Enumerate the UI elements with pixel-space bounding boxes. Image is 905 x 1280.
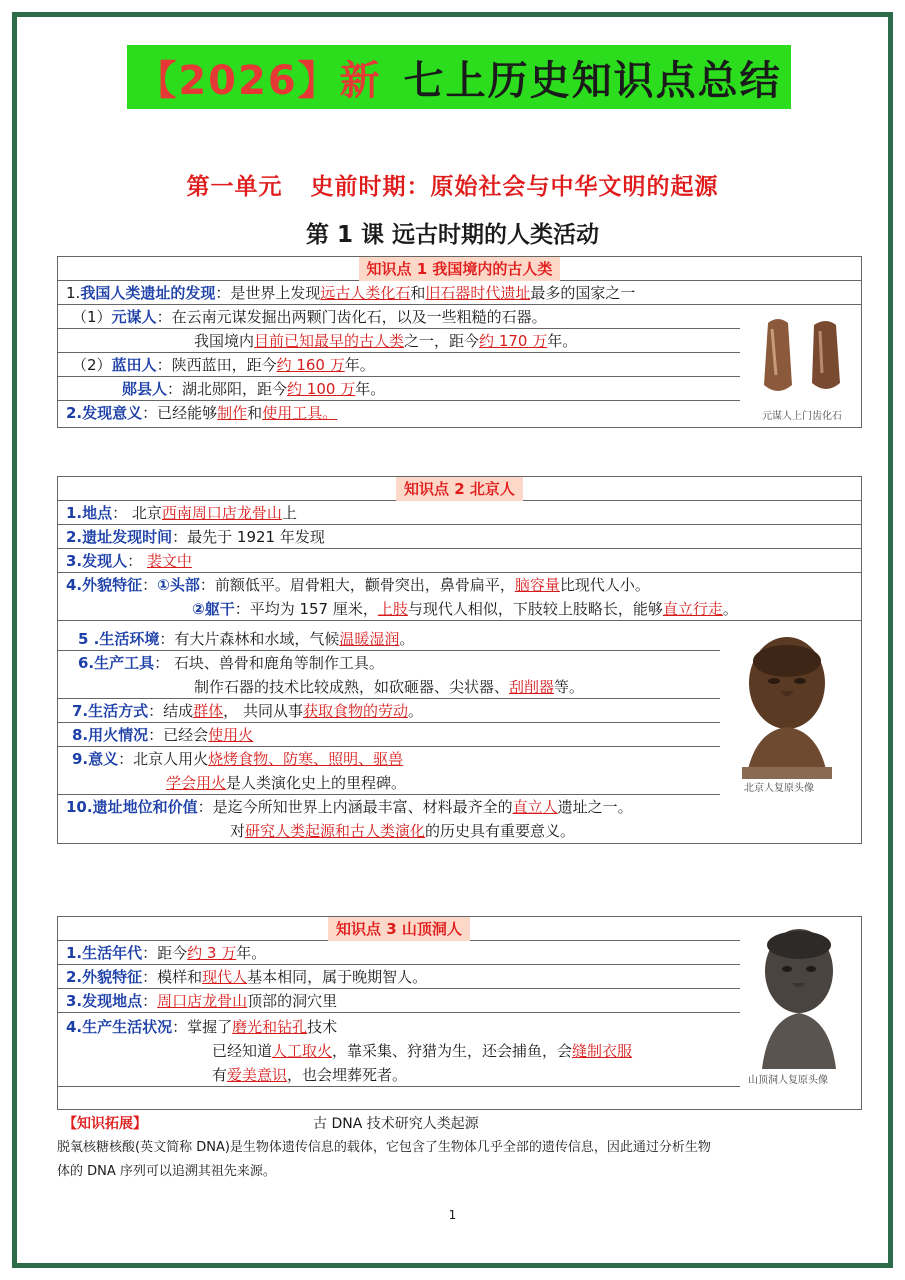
- title-main: 七上历史知识点总结: [403, 57, 782, 104]
- kp1-line1: 1.我国人类遗址的发现：是世界上发现远古人类化石和旧石器时代遗址最多的国家之一: [58, 281, 861, 305]
- kp3-box: [57, 916, 862, 1110]
- kp2-line7: 6.生产工具： 石块、兽骨和鹿角等制作工具。: [78, 654, 384, 672]
- ext-body-line1: 脱氧核糖核酸(英文简称 DNA)是生物体遗传信息的载体，它包含了生物体几乎全部的遗传信息，因此通过分析生物: [57, 1140, 711, 1155]
- ext-body-line2: 体的 DNA 序列可以追溯其祖先来源。: [57, 1164, 276, 1179]
- kp1-line5: 郧县人：湖北郧阳，距今约 100 万年。: [58, 377, 740, 401]
- title-year: 【2026】新: [136, 57, 382, 104]
- kp3-line3: 3.发现地点：周口店龙骨山顶部的洞穴里: [58, 989, 740, 1013]
- kp1-line6: 2.发现意义：已经能够制作和使用工具。: [66, 404, 338, 422]
- kp2-box: [57, 476, 862, 844]
- kp3-line2: 2.外貌特征：模样和现代人基本相同，属于晚期智人。: [58, 965, 740, 989]
- kp3-blank-row: [58, 1087, 861, 1111]
- kp1-line3: 我国境内目前已知最早的古人类之一，距今约 170 万年。: [58, 329, 740, 353]
- kp2-line13: 10.遗址地位和价值：是迄今所知世界上内涵最丰富、材料最齐全的直立人遗址之一。: [66, 798, 633, 816]
- kp3-line4: 4.生产生活状况：掌握了磨光和钻孔技术: [66, 1018, 338, 1036]
- yuanmou-teeth-image: [756, 315, 856, 405]
- ext-heading-row: [57, 1112, 862, 1136]
- unit-heading: [0, 168, 905, 201]
- kp2-line14: 对研究人类起源和古人类演化的历史具有重要意义。: [230, 822, 576, 840]
- kp2-header: 知识点 2 北京人: [58, 477, 861, 501]
- kp1-line2: （1）元谋人：在云南元谋发掘出两颗门齿化石，以及一些粗糙的石器。: [58, 305, 740, 329]
- kp3-header: 知识点 3 山顶洞人: [58, 917, 740, 941]
- page-title: [127, 45, 791, 109]
- kp3-line6: 有爱美意识，也会埋葬死者。: [58, 1063, 740, 1087]
- ext-title: 古 DNA 技术研究人类起源: [313, 1116, 479, 1132]
- upper-cave-man-caption: 山顶洞人复原头像: [748, 1075, 828, 1086]
- kp2-line6: 5 .生活环境：有大片森林和水域，气候温暖湿润。: [58, 627, 720, 651]
- kp1-box: [57, 256, 862, 428]
- kp2-line5: ②躯干：平均为 157 厘米，上肢与现代人相似，下肢较上肢略长，能够直立行走。: [58, 597, 861, 621]
- ext-label: 【知识拓展】: [63, 1116, 147, 1132]
- unit-label: 第一单元: [186, 174, 283, 200]
- kp2-line8: 制作石器的技术比较成熟，如砍砸器、尖状器、刮削器等。: [58, 675, 720, 699]
- kp2-line2: 2.遗址发现时间：最先于 1921 年发现: [58, 525, 861, 549]
- kp3-line1: 1.生活年代：距今约 3 万年。: [58, 941, 740, 965]
- kp1-line4: （2）蓝田人：陕西蓝田，距今约 160 万年。: [58, 353, 740, 377]
- kp2-line4: 4.外貌特征：①头部：前额低平。眉骨粗大，颧骨突出，鼻骨扁平，脑容量比现代人小。: [66, 576, 650, 594]
- kp2-line10: 8.用火情况：已经会使用火: [58, 723, 720, 747]
- kp3-line5: 已经知道人工取火，靠采集、狩猎为生，还会捕鱼，会缝制衣服: [212, 1042, 633, 1060]
- kp2-line12: 学会用火是人类演化史上的里程碑。: [58, 771, 720, 795]
- kp2-line1: 1.地点： 北京西南周口店龙骨山上: [58, 501, 861, 525]
- upper-cave-man-bust-image: [744, 923, 854, 1069]
- peking-man-bust-image: [724, 631, 850, 779]
- kp2-line9: 7.生活方式：结成群体， 共同从事获取食物的劳动。: [58, 699, 720, 723]
- kp2-line11: 9.意义：北京人用火烧烤食物、防寒、照明、驱兽: [72, 750, 404, 768]
- lesson-heading: 第 1 课 远古时期的人类活动: [305, 222, 600, 248]
- yuanmou-caption: 元谋人上门齿化石: [762, 411, 842, 422]
- peking-man-caption: 北京人复原头像: [744, 783, 814, 794]
- kp2-line3: 3.发现人： 裴文中: [58, 549, 861, 573]
- unit-text: 史前时期：原始社会与中华文明的起源: [310, 174, 719, 200]
- page-number: 1: [448, 1208, 457, 1222]
- knowledge-extension: [57, 1112, 862, 1184]
- kp1-header: 知识点 1 我国境内的古人类: [58, 257, 861, 281]
